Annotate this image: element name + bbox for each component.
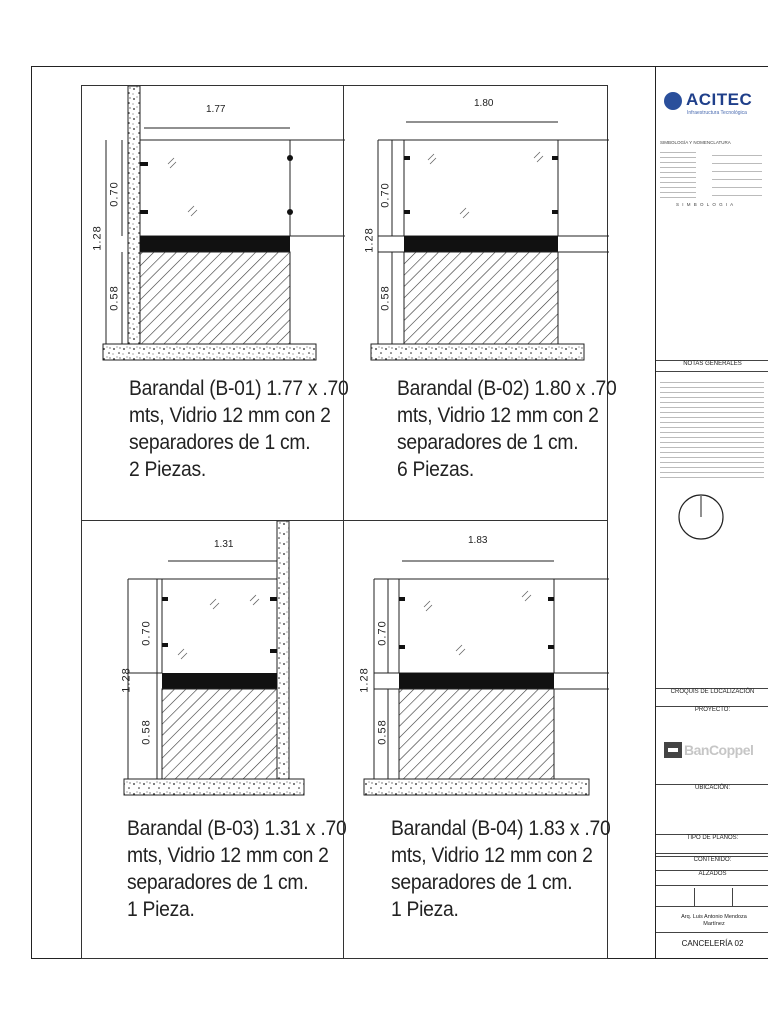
- logo-mark-icon: [664, 92, 682, 110]
- symbology-heading: SIMBOLOGÍA Y NOMENCLATURA: [660, 140, 731, 145]
- caption-line: separadores de 1 cm.: [391, 871, 573, 894]
- content-value: ALZADOS: [698, 871, 727, 877]
- elevation-b01: [82, 86, 345, 376]
- upper-height-dimension: 0.70: [376, 620, 389, 646]
- notes-text-block: [660, 378, 764, 478]
- total-height-dimension: 1.28: [358, 667, 371, 693]
- panel-b01: [81, 85, 349, 521]
- caption-line: mts, Vidrio 12 mm con 2: [129, 404, 331, 427]
- logo-subtitle: Infraestructura Tecnológica: [687, 110, 747, 116]
- location-sketch-row: [656, 688, 768, 700]
- caption-line: 6 Piezas.: [397, 458, 474, 481]
- lower-height-dimension: 0.58: [376, 719, 389, 745]
- caption-line: Barandal (B-04) 1.83 x .70: [391, 817, 611, 840]
- sheet-title-row: [656, 932, 768, 954]
- upper-height-dimension: 0.70: [140, 620, 153, 646]
- content-label: CONTENIDO:: [693, 857, 732, 863]
- total-height-dimension: 1.28: [363, 227, 376, 253]
- caption-line: mts, Vidrio 12 mm con 2: [127, 844, 329, 867]
- caption-b04: [391, 815, 610, 923]
- caption-line: 2 Piezas.: [129, 458, 206, 481]
- elevation-b04: [344, 521, 609, 811]
- elevation-b02: [344, 86, 609, 376]
- caption-line: Barandal (B-03) 1.31 x .70: [127, 817, 347, 840]
- caption-line: 1 Pieza.: [391, 898, 459, 921]
- symbology-legend: [660, 148, 765, 200]
- elevation-b03: [82, 521, 345, 811]
- plan-type-label: TIPO DE PLANOS:: [686, 835, 739, 841]
- width-dimension: 1.77: [206, 104, 226, 115]
- caption-b02: [397, 375, 616, 483]
- location-row: [656, 784, 768, 834]
- total-height-dimension: 1.28: [120, 667, 133, 693]
- location-label: UBICACIÓN:: [694, 785, 730, 791]
- logo-text: ACITEC: [686, 90, 753, 109]
- sheet-title: CANCELERÍA 02: [681, 939, 744, 948]
- content-value-row: [656, 870, 768, 886]
- plan-type-row: [656, 834, 768, 854]
- panel-b04: [343, 520, 611, 959]
- caption-line: mts, Vidrio 12 mm con 2: [391, 844, 593, 867]
- north-arrow-icon: [676, 482, 726, 562]
- total-height-dimension: 1.28: [91, 225, 104, 251]
- project-label: PROYECTO:: [694, 707, 731, 713]
- caption-line: Barandal (B-01) 1.77 x .70: [129, 377, 349, 400]
- location-sketch-label: CROQUIS DE LOCALIZACIÓN: [670, 689, 755, 695]
- title-block: [655, 66, 768, 959]
- lower-height-dimension: 0.58: [108, 285, 121, 311]
- caption-line: mts, Vidrio 12 mm con 2: [397, 404, 599, 427]
- upper-height-dimension: 0.70: [379, 182, 392, 208]
- panel-b03: [81, 520, 347, 959]
- architect-name: Arq. Luis Antonio Mendoza Martínez: [681, 914, 747, 927]
- caption-b03: [127, 815, 346, 923]
- caption-line: Barandal (B-02) 1.80 x .70: [397, 377, 617, 400]
- caption-b01: [129, 375, 348, 483]
- company-logo: [664, 88, 764, 128]
- caption-line: separadores de 1 cm.: [397, 431, 579, 454]
- caption-line: separadores de 1 cm.: [129, 431, 311, 454]
- symbology-label: S I M B O L O G I A: [676, 202, 735, 207]
- client-logo-text: BanCoppel: [684, 742, 754, 758]
- width-dimension: 1.31: [214, 539, 234, 550]
- panel-b02: [343, 85, 617, 521]
- scale-date-cells: [656, 888, 768, 907]
- client-logo: [664, 742, 762, 758]
- width-dimension: 1.80: [474, 98, 494, 109]
- caption-line: 1 Pieza.: [127, 898, 195, 921]
- general-notes-label: NOTAS GENERALES: [683, 361, 742, 367]
- lower-height-dimension: 0.58: [140, 719, 153, 745]
- upper-height-dimension: 0.70: [108, 181, 121, 207]
- width-dimension: 1.83: [468, 535, 488, 546]
- general-notes-row: [656, 360, 768, 372]
- caption-line: separadores de 1 cm.: [127, 871, 309, 894]
- lower-height-dimension: 0.58: [379, 285, 392, 311]
